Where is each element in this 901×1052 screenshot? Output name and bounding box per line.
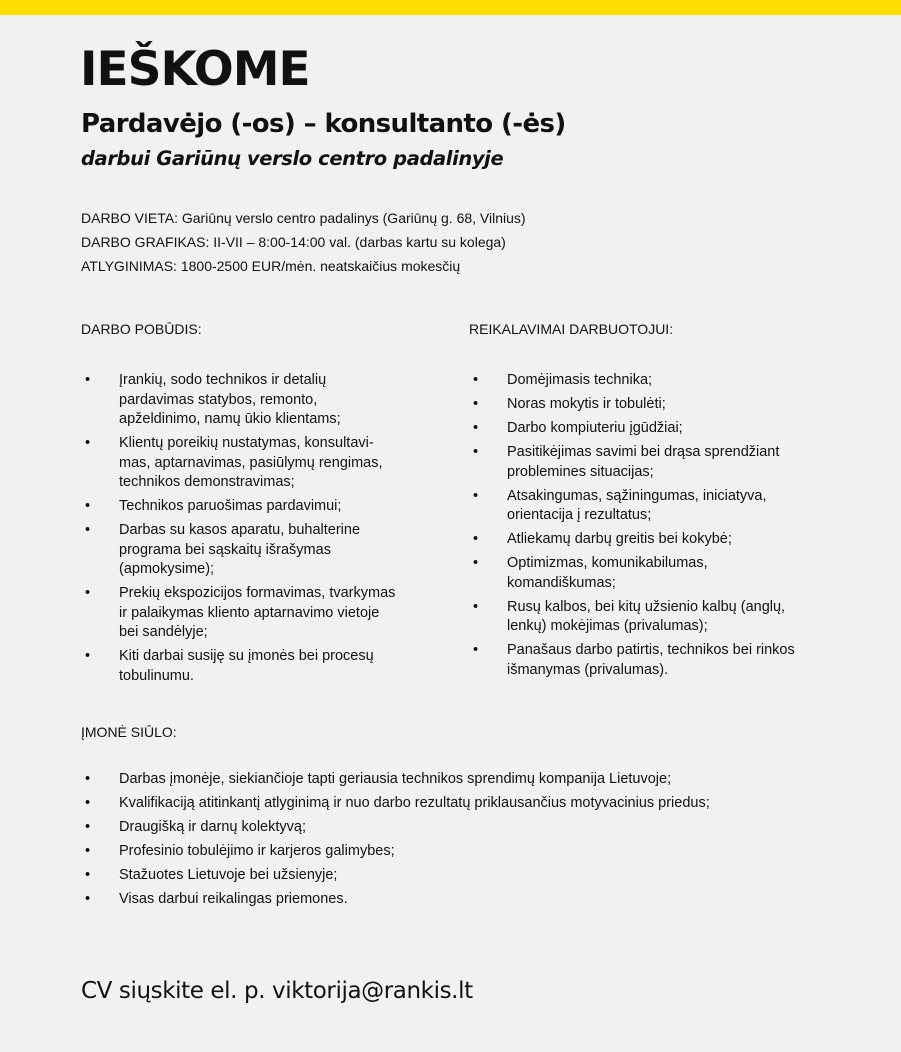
list-item <box>81 794 841 814</box>
list-item <box>81 770 841 790</box>
duties-heading: DARBO POBŪDIS: <box>81 321 202 337</box>
offer-text: Kvalifikaciją atitinkantį atlyginimą ir nuo darbo rezultatų priklausančius motyvacinius priedus; <box>119 795 710 811</box>
list-item <box>469 598 814 637</box>
page-title: IEŠKOME <box>80 42 310 97</box>
cv-contact: CV siųskite el. p. viktorija@rankis.lt <box>81 978 473 1004</box>
list-item <box>81 521 401 580</box>
bullet-icon: • <box>473 372 479 388</box>
requirement-text: Atsakingumas, sąžiningumas, iniciatyva, orientacija į rezultatus; <box>507 487 767 523</box>
position-title: Pardavėjo (-os) – konsultanto (-ės) <box>81 109 566 139</box>
list-item <box>81 890 841 910</box>
duty-text: Kiti darbai susiję su įmonės bei procesų tobulinumu. <box>119 648 374 684</box>
list-item <box>81 434 401 493</box>
bullet-icon: • <box>85 843 91 859</box>
bullet-icon: • <box>473 396 479 412</box>
job-info <box>81 206 526 278</box>
duty-text: Įrankių, sodo technikos ir detalių pardavimas statybos, remonto, apželdinimo, namų ūkio klientams; <box>119 372 341 427</box>
bullet-icon: • <box>85 771 91 787</box>
list-item <box>469 443 814 482</box>
list-item <box>81 842 841 862</box>
requirement-text: Pasitikėjimas savimi bei drąsa sprendžiant problemines situacijas; <box>507 444 780 480</box>
offer-list <box>81 770 841 914</box>
duty-text: Klientų poreikių nustatymas, konsultavi-mas, aptarnavimas, pasiūlymų rengimas, technikos demonstravimas; <box>119 435 383 490</box>
bullet-icon: • <box>473 531 479 547</box>
bullet-icon: • <box>473 555 479 571</box>
list-item <box>81 818 841 838</box>
bullet-icon: • <box>473 487 479 504</box>
offer-text: Stažuotes Lietuvoje bei užsienyje; <box>119 867 338 883</box>
bullet-icon: • <box>85 795 91 811</box>
top-accent-bar <box>0 0 901 15</box>
bullet-icon: • <box>85 522 91 538</box>
requirements-heading: REIKALAVIMAI DARBUOTOJUI: <box>469 321 674 337</box>
bullet-icon: • <box>473 642 479 658</box>
offer-text: Profesinio tobulėjimo ir karjeros galimybes; <box>119 843 395 859</box>
requirements-list <box>469 371 814 685</box>
bullet-icon: • <box>85 648 91 664</box>
duty-text: Technikos paruošimas pardavimui; <box>119 498 342 514</box>
requirement-text: Panašaus darbo patirtis, technikos bei rinkos išmanymas (privalumas). <box>507 642 795 678</box>
bullet-icon: • <box>473 444 479 460</box>
requirement-text: Darbo kompiuteriu įgūdžiai; <box>507 420 683 436</box>
list-item <box>81 584 401 643</box>
bullet-icon: • <box>85 498 91 514</box>
requirement-text: Atliekamų darbų greitis bei kokybė; <box>507 531 732 547</box>
duty-text: Darbas su kasos aparatu, buhalterine programa bei sąskaitų išrašymas (apmokysime); <box>119 522 361 577</box>
list-item <box>81 497 401 517</box>
list-item <box>469 641 814 680</box>
list-item <box>81 866 841 886</box>
bullet-icon: • <box>85 435 91 451</box>
position-location: darbui Gariūnų verslo centro padalinyje <box>81 147 504 170</box>
requirement-text: Optimizmas, komunikabilumas, komandiškumas; <box>507 555 708 591</box>
offer-text: Visas darbui reikalingas priemones. <box>119 891 348 907</box>
bullet-icon: • <box>85 891 91 907</box>
requirement-text: Noras mokytis ir tobulėti; <box>507 396 666 412</box>
duties-list <box>81 371 401 691</box>
duty-text: Prekių ekspozicijos formavimas, tvarkymas ir palaikymas kliento aptarnavimo vietoje bei sandėlyje; <box>119 585 396 640</box>
list-item <box>469 395 814 415</box>
salary-line: ATLYGINIMAS: 1800-2500 EUR/mėn. neatskaičius mokesčių <box>81 258 461 274</box>
requirement-text: Rusų kalbos, bei kitų užsienio kalbų (anglų, lenkų) mokėjimas (privalumas); <box>507 598 786 634</box>
bullet-icon: • <box>85 585 91 601</box>
schedule-line: DARBO GRAFIKAS: II-VII – 8:00-14:00 val. (darbas kartu su kolega) <box>81 234 506 250</box>
list-item <box>81 371 401 430</box>
offer-heading: ĮMONĖ SIŪLO: <box>81 724 177 740</box>
bullet-icon: • <box>473 598 479 615</box>
list-item <box>469 487 814 526</box>
offer-text: Draugišką ir darnų kolektyvą; <box>119 819 306 835</box>
bullet-icon: • <box>85 372 91 388</box>
list-item <box>469 554 814 593</box>
requirement-text: Domėjimasis technika; <box>507 372 653 388</box>
bullet-icon: • <box>85 867 91 883</box>
list-item <box>469 371 814 391</box>
list-item <box>469 419 814 439</box>
bullet-icon: • <box>473 420 479 436</box>
list-item <box>81 647 401 686</box>
workplace-line: DARBO VIETA: Gariūnų verslo centro padalinys (Gariūnų g. 68, Vilnius) <box>81 210 526 226</box>
bullet-icon: • <box>85 819 91 835</box>
list-item <box>469 530 814 550</box>
offer-text: Darbas įmonėje, siekiančioje tapti geriausia technikos sprendimų kompanija Lietuvoje; <box>119 771 672 787</box>
